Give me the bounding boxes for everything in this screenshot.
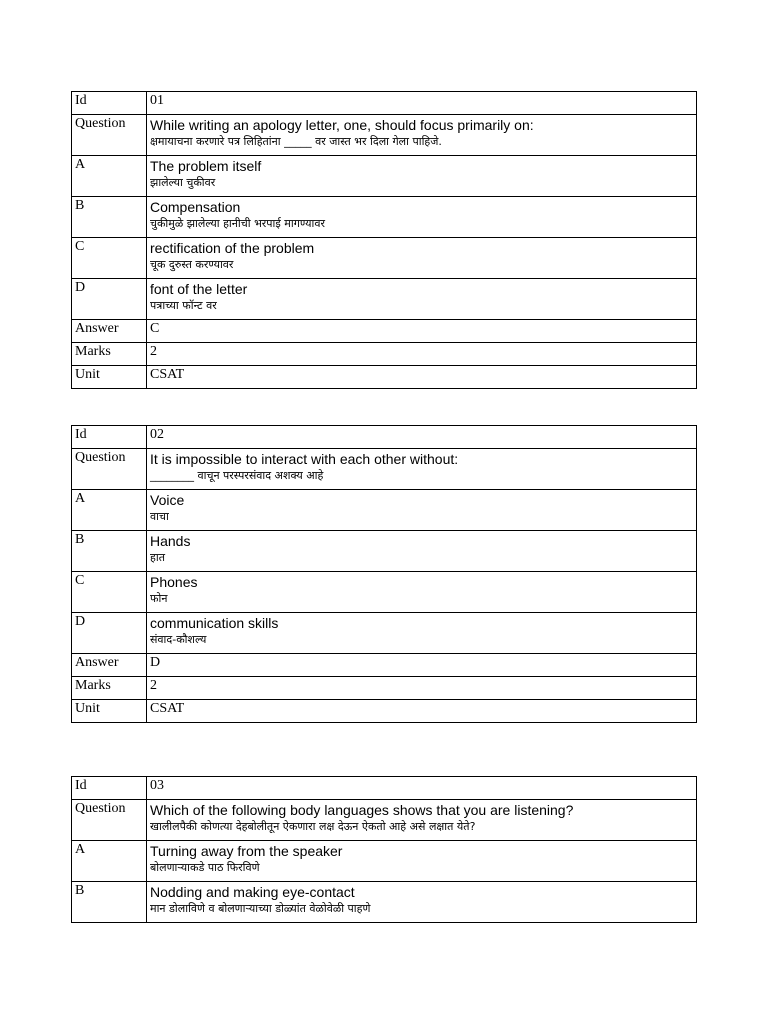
option-cell bbox=[147, 572, 697, 613]
unit-value: CSAT bbox=[147, 700, 697, 723]
option-text-en: Compensation bbox=[150, 199, 241, 215]
option-cell bbox=[147, 156, 697, 197]
option-text-en: communication skills bbox=[150, 615, 279, 631]
option-text-en: The problem itself bbox=[150, 158, 262, 174]
option-text-mr: चूक दुरुस्त करण्यावर bbox=[150, 258, 234, 271]
option-cell bbox=[147, 279, 697, 320]
option-row-a bbox=[72, 156, 697, 197]
option-row-c bbox=[72, 572, 697, 613]
answer-label: Answer bbox=[72, 320, 147, 343]
option-text-mr: फोन bbox=[150, 592, 168, 605]
question-row bbox=[72, 115, 697, 156]
option-row-a bbox=[72, 490, 697, 531]
question-table-03 bbox=[71, 776, 697, 923]
option-row-b bbox=[72, 531, 697, 572]
id-value: 01 bbox=[147, 92, 697, 115]
id-label: Id bbox=[72, 426, 147, 449]
option-key: B bbox=[72, 531, 147, 572]
question-row bbox=[72, 449, 697, 490]
id-label: Id bbox=[72, 777, 147, 800]
question-text-mr: क्षमायाचना करणारे पत्र लिहितांना _____ वर जास्त भर दिला गेला पाहिजे. bbox=[150, 135, 442, 148]
id-row bbox=[72, 92, 697, 115]
question-row bbox=[72, 800, 697, 841]
option-text-mr: हात bbox=[150, 551, 165, 564]
option-cell bbox=[147, 841, 697, 882]
option-text-en: Nodding and making eye-contact bbox=[150, 884, 355, 900]
option-key: A bbox=[72, 490, 147, 531]
option-row-a bbox=[72, 841, 697, 882]
question-table-01 bbox=[71, 91, 697, 389]
option-key: C bbox=[72, 238, 147, 279]
id-row bbox=[72, 777, 697, 800]
answer-row bbox=[72, 654, 697, 677]
unit-value: CSAT bbox=[147, 366, 697, 389]
option-text-en: Turning away from the speaker bbox=[150, 843, 343, 859]
option-cell bbox=[147, 613, 697, 654]
marks-row bbox=[72, 677, 697, 700]
option-cell bbox=[147, 490, 697, 531]
option-row-b bbox=[72, 882, 697, 923]
marks-label: Marks bbox=[72, 677, 147, 700]
question-cell bbox=[147, 115, 697, 156]
option-row-b bbox=[72, 197, 697, 238]
question-text-en: While writing an apology letter, one, should focus primarily on: bbox=[150, 117, 534, 133]
option-row-d bbox=[72, 613, 697, 654]
question-text-en: Which of the following body languages shows that you are listening? bbox=[150, 802, 574, 818]
option-key: C bbox=[72, 572, 147, 613]
question-text-en: It is impossible to interact with each other without: bbox=[150, 451, 459, 467]
option-text-en: Voice bbox=[150, 492, 185, 508]
option-text-en: Hands bbox=[150, 533, 191, 549]
question-label: Question bbox=[72, 800, 147, 841]
option-text-mr: चुकीमुळे झालेल्या हानीची भरपाई मागण्यावर bbox=[150, 217, 325, 230]
option-text-en: Phones bbox=[150, 574, 198, 590]
answer-row bbox=[72, 320, 697, 343]
option-text-en: font of the letter bbox=[150, 281, 248, 297]
unit-label: Unit bbox=[72, 366, 147, 389]
option-cell bbox=[147, 882, 697, 923]
question-cell bbox=[147, 800, 697, 841]
option-row-d bbox=[72, 279, 697, 320]
option-cell bbox=[147, 531, 697, 572]
id-label: Id bbox=[72, 92, 147, 115]
answer-value: D bbox=[147, 654, 697, 677]
marks-row bbox=[72, 343, 697, 366]
option-cell bbox=[147, 238, 697, 279]
marks-value: 2 bbox=[147, 343, 697, 366]
option-key: D bbox=[72, 613, 147, 654]
option-key: B bbox=[72, 882, 147, 923]
question-text-mr: खालीलपैकी कोणत्या देहबोलीतून ऐकणारा लक्ष देऊन ऐकतो आहे असे लक्षात येते? bbox=[150, 820, 476, 833]
option-text-mr: वाचा bbox=[150, 510, 169, 523]
option-key: B bbox=[72, 197, 147, 238]
id-value: 02 bbox=[147, 426, 697, 449]
option-text-mr: पत्राच्या फॉन्ट वर bbox=[150, 299, 217, 312]
option-row-c bbox=[72, 238, 697, 279]
marks-value: 2 bbox=[147, 677, 697, 700]
unit-label: Unit bbox=[72, 700, 147, 723]
question-cell bbox=[147, 449, 697, 490]
question-text-mr: ________ वाचून परस्परसंवाद अशक्य आहे bbox=[150, 469, 324, 482]
unit-row bbox=[72, 700, 697, 723]
option-key: A bbox=[72, 841, 147, 882]
answer-value: C bbox=[147, 320, 697, 343]
option-text-mr: संवाद-कौशल्य bbox=[150, 633, 207, 646]
marks-label: Marks bbox=[72, 343, 147, 366]
question-label: Question bbox=[72, 449, 147, 490]
question-table-02 bbox=[71, 425, 697, 723]
id-row bbox=[72, 426, 697, 449]
option-text-en: rectification of the problem bbox=[150, 240, 315, 256]
unit-row bbox=[72, 366, 697, 389]
option-cell bbox=[147, 197, 697, 238]
answer-label: Answer bbox=[72, 654, 147, 677]
option-text-mr: झालेल्या चुकीवर bbox=[150, 176, 216, 189]
question-label: Question bbox=[72, 115, 147, 156]
id-value: 03 bbox=[147, 777, 697, 800]
option-key: A bbox=[72, 156, 147, 197]
option-key: D bbox=[72, 279, 147, 320]
option-text-mr: मान डोलाविणे व बोलणाऱ्याच्या डोळ्यांत वेळोवेळी पाहणे bbox=[150, 902, 371, 915]
option-text-mr: बोलणार्‍याकडे पाठ फिरविणे bbox=[150, 861, 260, 874]
